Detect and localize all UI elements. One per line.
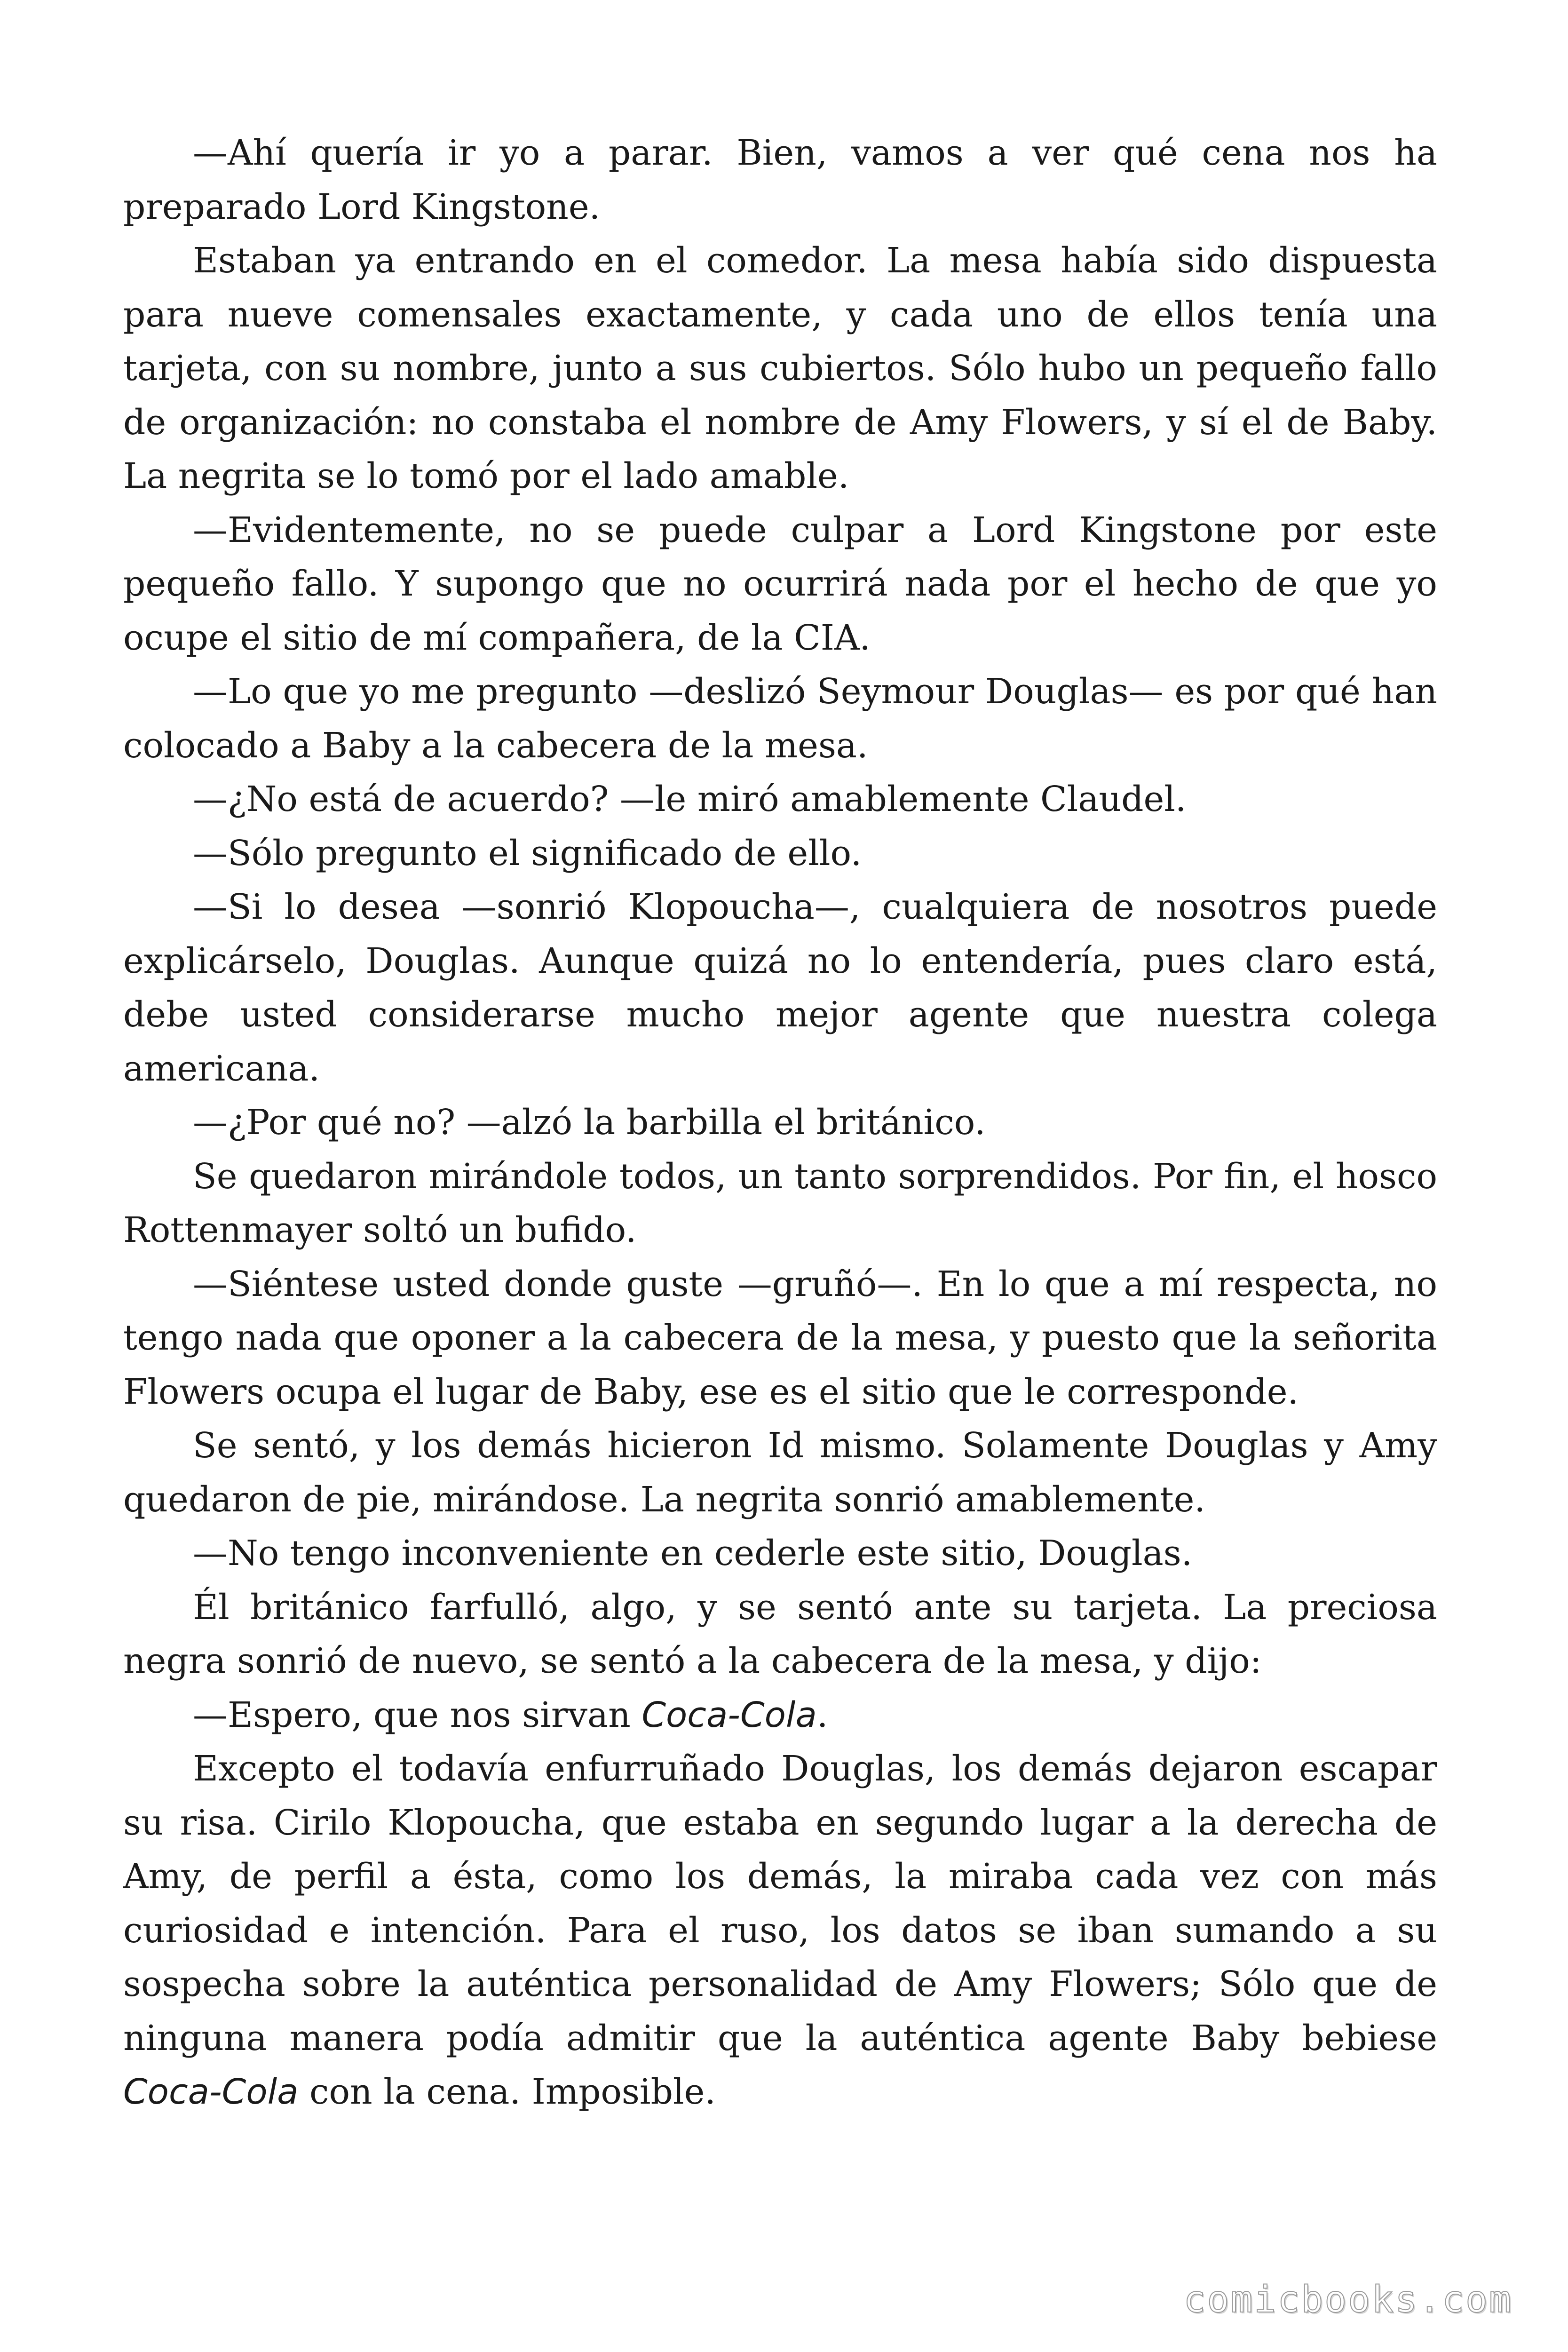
paragraph: —No tengo inconveniente en cederle este sitio, Douglas. [193,1533,1193,1573]
paragraph: —Lo que yo me pregunto —deslizó Seymour Douglas— es por qué han colocado a Baby a la cabecera de la mesa. [123,671,1437,766]
paragraph: —Siéntese usted donde guste —gruñó—. En lo que a mí respecta, no tengo nada que oponer a la cabecera de la mesa, y puesto que la señorita Flowers ocupa el lugar de Baby, ese es el sitio que le corresponde. [123,1263,1437,1412]
paragraph: Excepto el todavía enfurruñado Douglas, los demás dejaron escapar su risa. Cirilo Klopoucha, que estaba en segundo lugar a la derecha de Amy, de perfil a ésta, como los demás, la miraba cada vez con más curiosidad e intención. Para el ruso, los datos se iban sumando a su sospecha sobre la auténtica personalidad de Amy Flowers; Sólo que de ninguna manera podía admitir que la auténtica agente Baby bebiese Coca-Cola con la cena. Imposible. [123,1748,1437,2112]
paragraph: —¿Por qué no? —alzó la barbilla el británico. [193,1102,986,1143]
paragraph: Se quedaron mirándole todos, un tanto sorprendidos. Por fin, el hosco Rottenmayer soltó un bufido. [123,1156,1437,1250]
body-text [123,126,1437,2119]
italic-brand-name: Coca-Cola [641,1694,817,1735]
paragraph: Se sentó, y los demás hicieron Id mismo. Solamente Douglas y Amy quedaron de pie, mirándose. La negrita sonrió amablemente. [123,1425,1437,1520]
paragraph: —Evidentemente, no se puede culpar a Lord Kingstone por este pequeño fallo. Y supongo que no ocurrirá nada por el hecho de que yo ocupe el sitio de mí compañera, de la CIA. [123,509,1437,658]
paragraph: Estaban ya entrando en el comedor. La mesa había sido dispuesta para nueve comensales exactamente, y cada uno de ellos tenía una tarjeta, con su nombre, junto a sus cubiertos. Sólo hubo un pequeño fallo de organización: no constaba el nombre de Amy Flowers, y sí el de Baby. La negrita se lo tomó por el lado amable. [123,240,1437,496]
paragraph: —Si lo desea —sonrió Klopoucha—, cualquiera de nosotros puede explicárselo, Douglas. Aunque quizá no lo entendería, pues claro está, debe usted considerarse mucho mejor agente que nuestra colega americana. [123,887,1437,1089]
watermark: comicbooks.com [1183,2279,1513,2321]
paragraph: —Ahí quería ir yo a parar. Bien, vamos a ver qué cena nos ha preparado Lord Kingstone. [123,133,1437,227]
paragraph: —Espero, que nos sirvan Coca-Cola. [193,1694,828,1735]
paragraph: —¿No está de acuerdo? —le miró amablemente Claudel. [193,779,1187,819]
italic-brand-name: Coca-Cola [123,2072,299,2112]
paragraph: Él británico farfulló, algo, y se sentó ante su tarjeta. La preciosa negra sonrió de nuevo, se sentó a la cabecera de la mesa, y dijo: [123,1587,1437,1681]
paragraph: —Sólo pregunto el significado de ello. [193,833,862,874]
